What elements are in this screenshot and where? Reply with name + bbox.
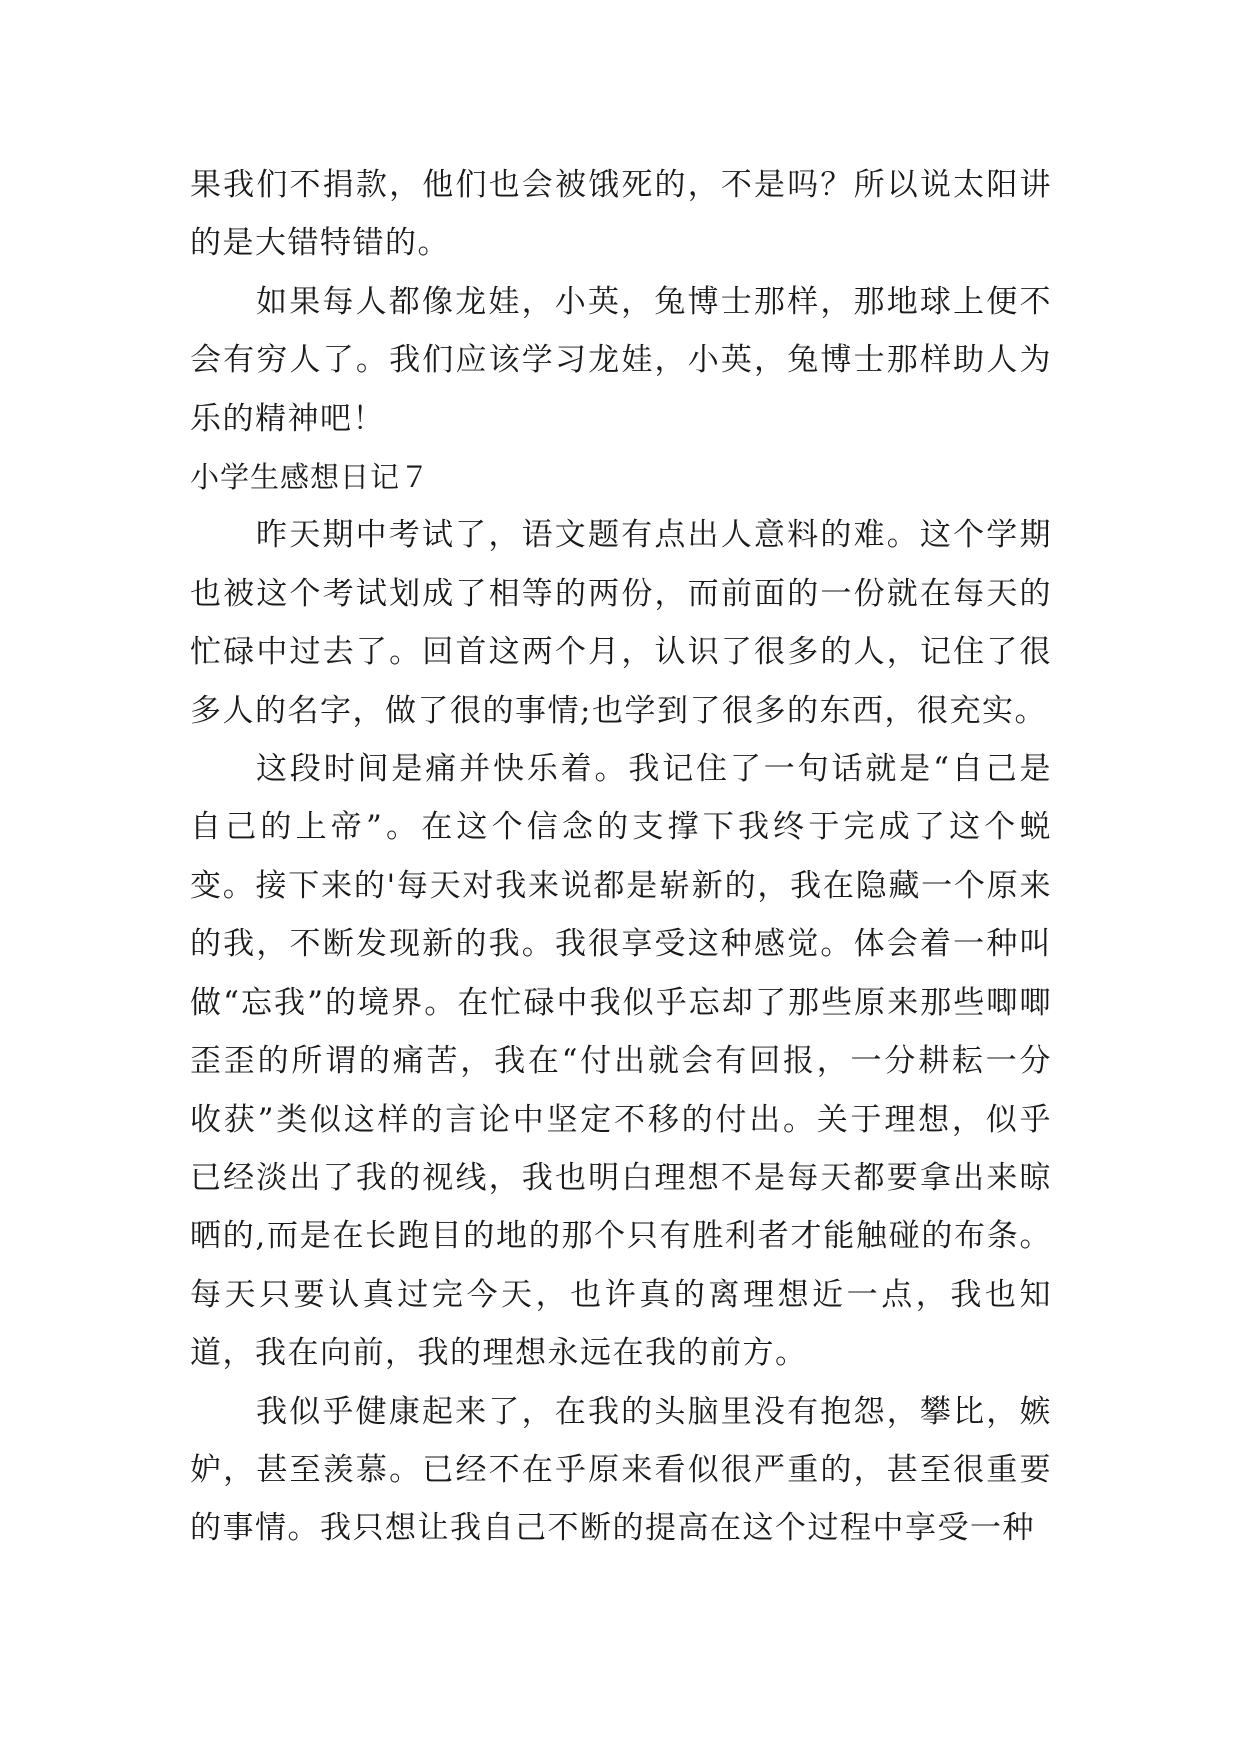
- section-heading: 小学生感想日记７: [190, 460, 431, 495]
- document-body: [190, 156, 1052, 1558]
- paragraph-reflection: 这段时间是痛并快乐着。我记住了一句话就是“自己是自己的上帝”。在这个信念的支撑下我终于完成了这个蜕变。接下来的'每天对我来说都是崭新的，我在隐藏一个原来的我，不断发现新的我。我很享受这种感觉。体会着一种叫做“忘我”的境界。在忙碌中我似乎忘却了那些原来那些唧唧歪歪的所谓的痛苦，我在“付出就会有回报，一分耕耘一分收获”类似这样的言论中坚定不移的付出。关于理想，似乎已经淡出了我的视线，我也明白理想不是每天都要拿出来晾晒的,而是在长跑目的地的那个只有胜利者才能触碰的布条。每天只要认真过完今天，也许真的离理想近一点，我也知道，我在向前，我的理想永远在我的前方。: [190, 751, 1052, 1372]
- paragraph-exam: 昨天期中考试了，语文题有点出人意料的难。这个学期也被这个考试划成了相等的两份，而前面的一份就在每天的忙碌中过去了。回首这两个月，认识了很多的人，记住了很多人的名字，做了很的事情;也学到了很多的东西，很充实。: [190, 517, 1052, 729]
- paragraph-health: 我似乎健康起来了，在我的头脑里没有抱怨，攀比，嫉妒，甚至羡慕。已经不在乎原来看似很严重的，甚至很重要的事情。我只想让我自己不断的提高在这个过程中享受一种: [190, 1393, 1052, 1547]
- paragraph-conclusion: 如果每人都像龙娃，小英，兔博士那样，那地球上便不会有穷人了。我们应该学习龙娃，小英，兔博士那样助人为乐的精神吧！: [190, 283, 1052, 437]
- paragraph-continuation: 果我们不捐款，他们也会被饿死的，不是吗？所以说太阳讲的是大错特错的。: [190, 167, 1052, 262]
